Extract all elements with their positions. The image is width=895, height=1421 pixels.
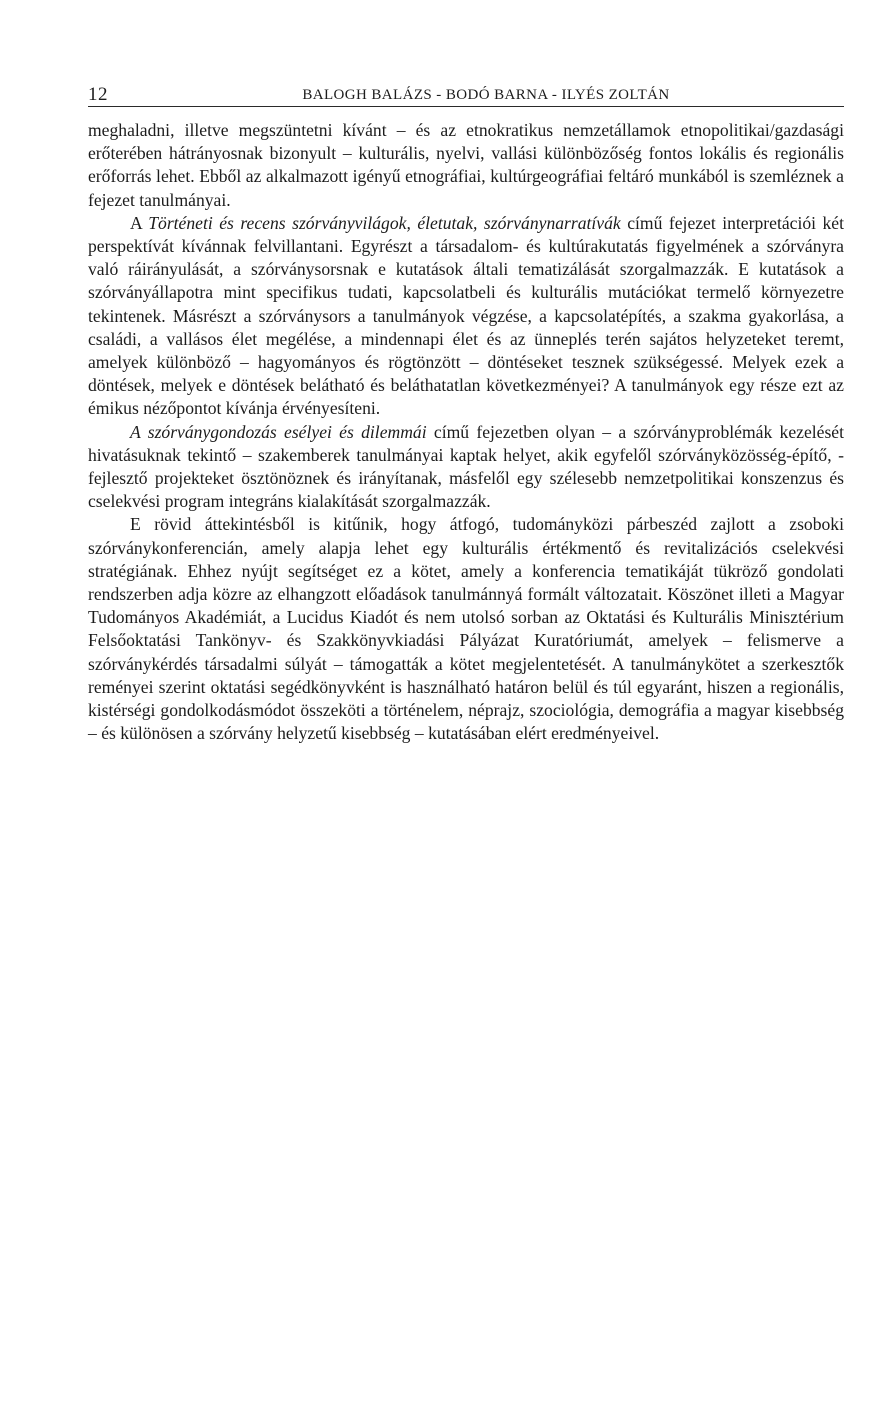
paragraph-4 <box>88 513 844 745</box>
paragraph-text: E rövid áttekintésből is kitűnik, hogy átfogó, tudományközi párbeszéd zajlott a zsoboki szórványkonferencián, amely alapja lehet egy kulturális értékmentő és revitalizációs cselekvési stratégiának. Ehhez nyújt segítséget ez a kötet, amely a konferencia tematikáját tükröző gondolati rendszerben adja közre az elhangzott előadások tanulmánnyá formált változatait. Köszönet illeti a Magyar Tudományos Akadémiát, a Lucidus Kiadót és nem utolsó sorban az Oktatási és Kulturális Minisztérium Felsőoktatási Tankönyv- és Szakkönyvkiadási Pályázat Kuratóriumát, amelyek – felismerve a szórványkérdés társadalmi súlyát – támogatták a kötet megjelentetését. A tanulmánykötet a szerkesztők reményei szerint oktatási segédkönyvként is használható határon belül és túl egyaránt, hiszen a regionális, kistérségi gondolkodásmódot összeköti a történelem, néprajz, szociológia, demográfia a magyar kisebbség – és különösen a szórvány helyzetű kisebbség – kutatásában elért eredményeivel. <box>88 514 844 744</box>
paragraph-text: meghaladni, illetve megszüntetni kívánt – és az etnokratikus nemzetállamok etnopolitikai/gazdasági erőterében hátrányosnak bizonyult – kulturális, nyelvi, vallási különbözőség fontos lokális és regionális erőforrás lehet. Ebből az alkalmazott igényű etnográfiai, kultúrgeográfiai feltáró munkából is szemléznek a fejezet tanulmányai. <box>88 120 844 210</box>
running-title: BALOGH BALÁZS - BODÓ BARNA - ILYÉS ZOLTÁN <box>302 87 670 103</box>
paragraph-text: című fejezet interpretációi két perspektívát kívánnak felvillantani. Egyrészt a társadalom- és kultúrakutatás figyelmének a szórványra való ráirányulását, a szórványsorsnak e kutatások általi tematizálását szorgalmazzák. E kutatások a szórványállapotra mint specifikus tudati, kapcsolatbeli és kulturális mutációkat termelő környezetre tekintenek. Másrészt a szórványsors a tanulmányok végzése, a kapcsolatépítés, a szakma gyakorlása, a családi, a vallásos élet megélése, a mindennapi élet és az ünneplés terén sajátos helyzeteket teremt, amelyek különböző – hagyományos és rögtönzött – döntéseket tesznek szükségessé. Melyek ezek a döntések, melyek e döntések belátható és beláthatatlan következményei? A tanulmányok egy része ezt az émikus nézőpontot kívánja érvényesíteni. <box>88 212 845 419</box>
book-page <box>88 76 844 745</box>
paragraph-lead: A <box>130 212 149 233</box>
paragraph-2 <box>88 212 844 421</box>
chapter-title-italic: Történeti és recens szórványvilágok, életutak, szórványnarratívák <box>148 212 621 233</box>
body-text <box>88 119 844 745</box>
paragraph-3 <box>88 421 844 514</box>
paragraph-1 <box>88 119 844 212</box>
chapter-title-italic: A szórványgondozás esélyei és dilemmái <box>130 421 427 442</box>
page-number: 12 <box>88 84 108 105</box>
running-header <box>88 76 844 107</box>
paragraph-text: című fejezetben olyan – a szórványproblémák kezelését hivatásuknak tekintő – szakemberek tanulmányai kaptak helyet, akik egyfelől szórványközösség-építő, -fejlesztő projekteket ösztönöznek és irányítanak, másfelől egy szélesebb nemzetpolitikai konszenzus és cselekvési program integráns kialakítását szorgalmazzák. <box>88 421 844 512</box>
